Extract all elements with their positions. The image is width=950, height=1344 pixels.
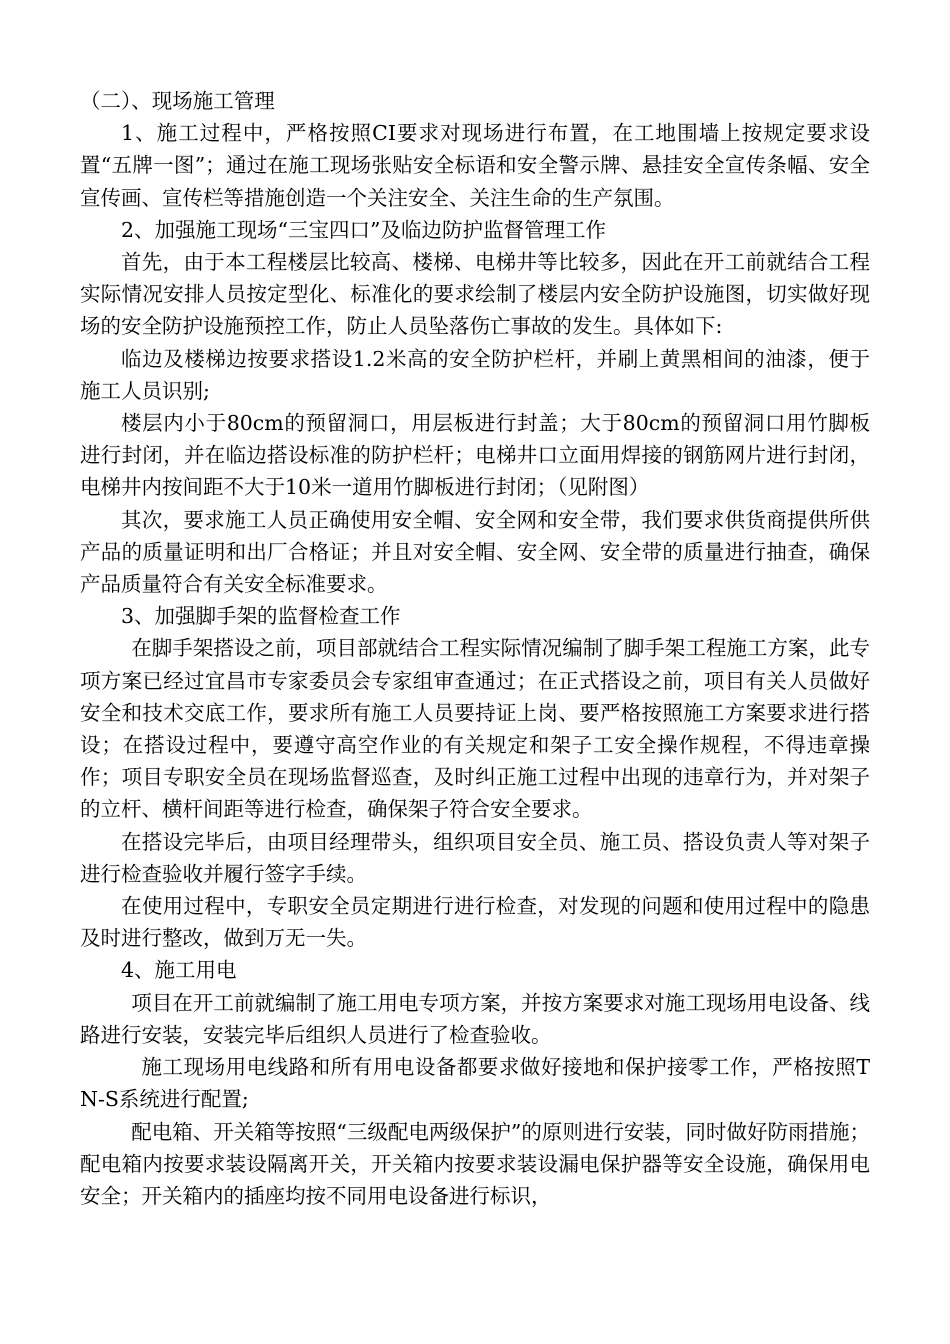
subheading-protection: 2、加强施工现场“三宝四口”及临边防护监督管理工作 — [121, 217, 607, 242]
paragraph-firstly: 首先，由于本工程楼层比较高、楼梯、电梯井等比较多，因此在开工前就结合工程实际情况安排人员按定型化、标准化的要求绘制了楼层内安全防护设施图，切实做好现场的安全防护设施预控工作，防止人员坠落伤亡事故的发生。具体如下: — [80, 250, 870, 339]
paragraph-scaffold-plan: 在脚手架搭设之前，项目部就结合工程实际情况编制了脚手架工程施工方案，此专项方案已经过宜昌市专家委员会专家组审查通过；在正式搭设之前，项目有关人员做好安全和技术交底工作，要求所有施工人员要持证上岗、要严格按照施工方案要求进行搭设；在搭设过程中，要遵守高空作业的有关规定和架子工安全操作规程，不得违章操作；项目专职安全员在现场监督巡查，及时纠正施工过程中出现的违章行为，并对架子的立杆、横杆间距等进行检查，确保架子符合安全要求。 — [80, 636, 870, 822]
paragraph-distribution-box: 配电箱、开关箱等按照“三级配电两级保护”的原则进行安装，同时做好防雨措施；配电箱内按要求装设隔离开关，开关箱内按要求装设漏电保护器等安全设施，确保用电安全；开关箱内的插座均按不同用电设备进行标识， — [80, 1119, 870, 1208]
paragraph-grounding: 施工现场用电线路和所有用电设备都要求做好接地和保护接零工作，严格按照TN-S系统进行配置; — [80, 1055, 870, 1112]
paragraph-railing: 临边及楼梯边按要求搭设1.2米高的安全防护栏杆，并刷上黄黑相间的油漆，便于施工人员识别; — [80, 346, 870, 403]
paragraph-scaffold-inspection: 在使用过程中，专职安全员定期进行进行检查，对发现的问题和使用过程中的隐患及时进行整改，做到万无一失。 — [80, 894, 870, 951]
paragraph-electricity-plan: 项目在开工前就编制了施工用电专项方案，并按方案要求对施工现场用电设备、线路进行安装，安装完毕后组织人员进行了检查验收。 — [80, 990, 870, 1047]
paragraph-secondly: 其次，要求施工人员正确使用安全帽、安全网和安全带，我们要求供货商提供所供产品的质量证明和出厂合格证；并且对安全帽、安全网、安全带的质量进行抽查，确保产品质量符合有关安全标准要求。 — [80, 507, 870, 597]
section-heading: （二）、现场施工管理 — [80, 89, 275, 113]
subheading-electricity: 4、施工用电 — [121, 958, 237, 983]
paragraph-openings: 楼层内小于80cm的预留洞口，用层板进行封盖；大于80cm的预留洞口用竹脚板进行封闭，并在临边搭设标准的防护栏杆；电梯井口立面用焊接的钢筋网片进行封闭，电梯井内按间距不大于10米一道用竹脚板进行封闭；（见附图） — [80, 411, 870, 500]
subheading-scaffold: 3、加强脚手架的监督检查工作 — [121, 604, 401, 629]
paragraph-scaffold-acceptance: 在搭设完毕后，由项目经理带头，组织项目安全员、施工员、搭设负责人等对架子进行检查验收并履行签字手续。 — [80, 829, 870, 886]
document-body — [80, 85, 870, 1212]
paragraph-ci-layout: 1、施工过程中，严格按照CI要求对现场进行布置，在工地围墙上按规定要求设置“五牌一图”；通过在施工现场张贴安全标语和安全警示牌、悬挂安全宣传条幅、安全宣传画、宣传栏等措施创造一个关注安全、关注生命的生产氛围。 — [80, 121, 870, 210]
